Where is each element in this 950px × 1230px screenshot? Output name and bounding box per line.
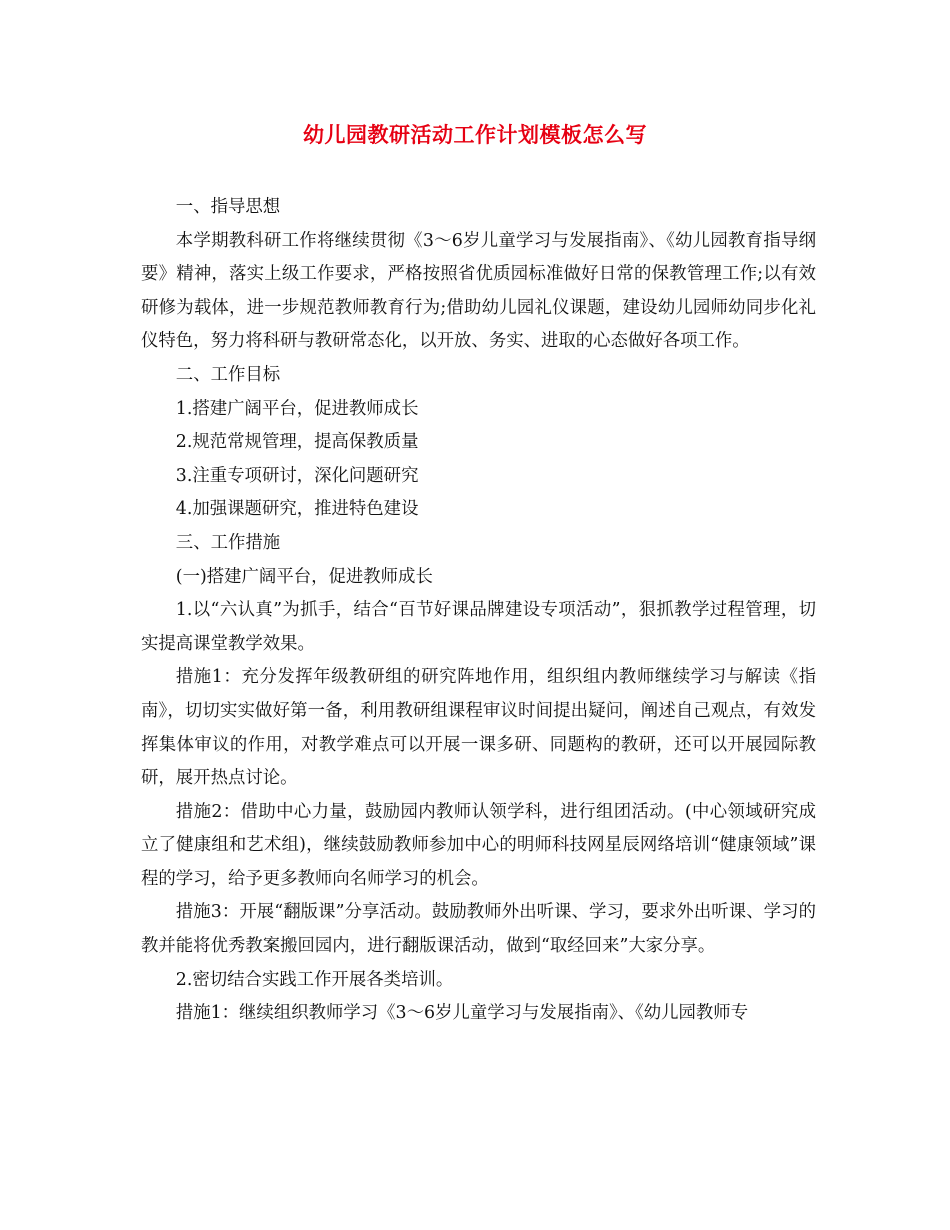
measure-1-training-paragraph: 措施1：继续组织教师学习《3～6岁儿童学习与发展指南》、《幼儿园教师专 (175, 1003, 749, 1024)
measure-1-paragraph: 措施1：充分发挥年级教研组的研究阵地作用，组织组内教师继续学习与解读《指南》，切切实实做好第一备，利用教研组课程审议时间提出疑问，阐述自己观点，有效发挥集体审议的作用，对教学难点可以开展一课多研、同题构的教研，还可以开展园际教研，展开热点讨论。 (141, 667, 816, 789)
heading-guiding-ideology: 一、指导思想 (175, 197, 281, 217)
measure-2-paragraph: 措施2：借助中心力量，鼓励园内教师认领学科，进行组团活动。(中心领域研究成立了健康组和艺术组)，继续鼓励教师参加中心的明师科技网星辰网络培训“健康领域”课程的学习，给予更多教师向名师学习的机会。 (141, 801, 816, 889)
goal-item-1: 1.搭建广阔平台，促进教师成长 (175, 398, 419, 419)
heading-work-measures: 三、工作措施 (175, 532, 281, 553)
goal-item-2: 2.规范常规管理，提高保教质量 (175, 432, 419, 453)
measure-intro-2: 2.密切结合实践工作开展各类培训。 (175, 969, 454, 990)
document-title: 幼儿园教研活动工作计划模板怎么写 (303, 122, 647, 147)
subheading-platform: (一)搭建广阔平台，促进教师成长 (175, 566, 433, 587)
measure-intro-1: 1.以“六认真”为抓手，结合“百节好课品牌建设专项活动”，狠抓教学过程管理，切实提高课堂教学效果。 (141, 600, 816, 654)
goal-item-3: 3.注重专项研讨，深化问题研究 (175, 465, 419, 486)
document-body (141, 191, 816, 1031)
goal-item-4: 4.加强课题研究，推进特色建设 (175, 499, 419, 520)
paragraph-guiding-ideology: 本学期教科研工作将继续贯彻《3～6岁儿童学习与发展指南》、《幼儿园教育指导纲要》精神，落实上级工作要求，严格按照省优质园标准做好日常的保教管理工作;以有效研修为载体，进一步规范教师教育行为;借助幼儿园礼仪课题，建设幼儿园师幼同步化礼仪特色，努力将科研与教研常态化，以开放、务实、进取的心态做好各项工作。 (141, 230, 816, 352)
heading-work-goals: 二、工作目标 (175, 364, 281, 385)
measure-3-paragraph: 措施3：开展“翻版课”分享活动。鼓励教师外出听课、学习，要求外出听课、学习的教并能将优秀教案搬回园内，进行翻版课活动，做到“取经回来”大家分享。 (141, 902, 816, 957)
